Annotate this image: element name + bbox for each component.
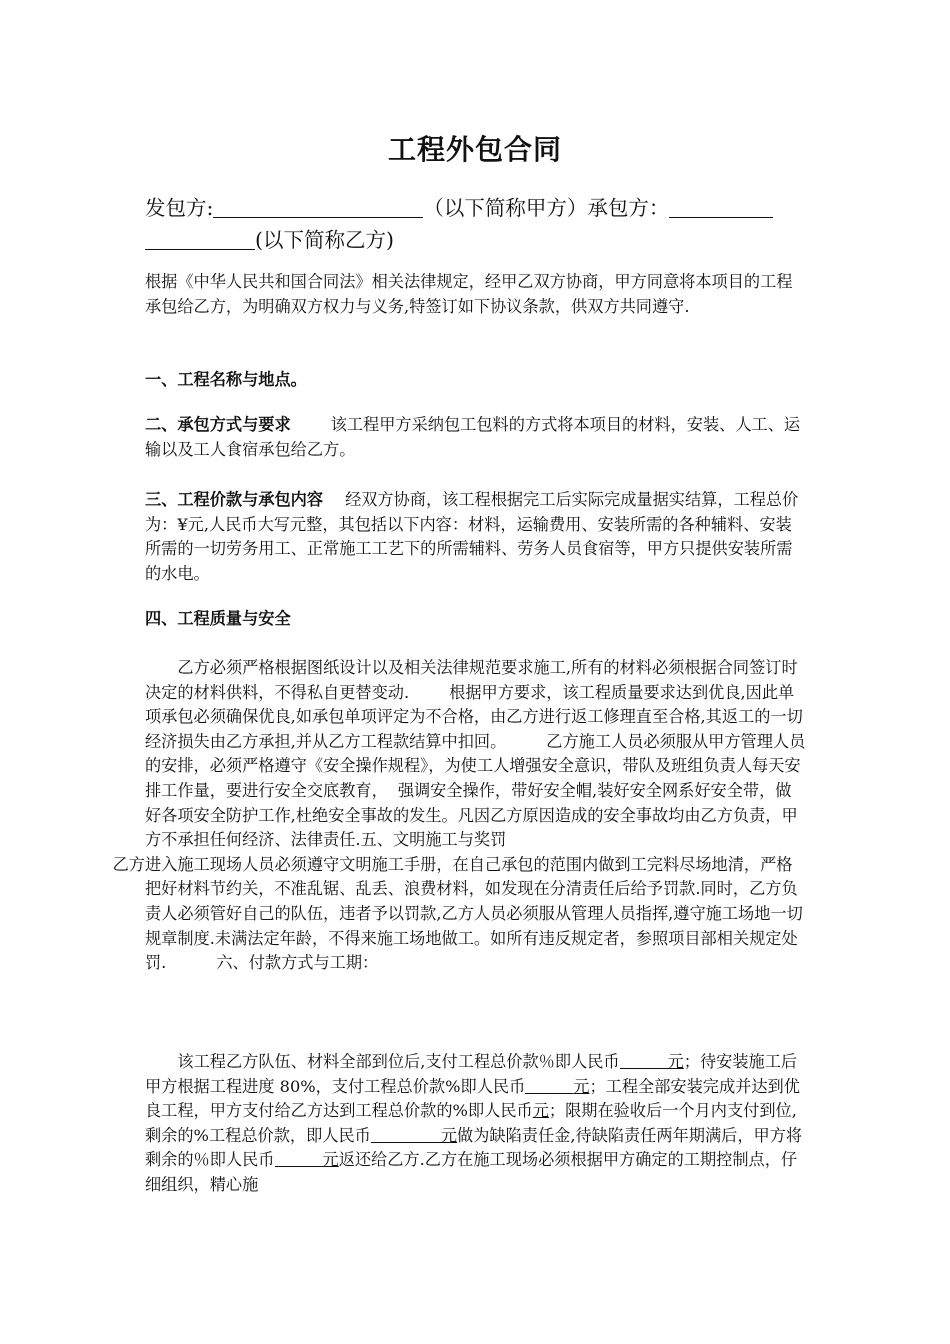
section-4-p4: 强调安全操作，带好安全帽,装好安全网系好安全带，做好各项安全防护工作,杜绝安全事故的发生。凡因乙方原因造成的安全事故均由乙方负责，甲方不承担任何经济、法律责任.五、文明施工与奖罚 xyxy=(145,780,798,850)
payment-text-2: ；待安装施工后甲方根据工程进度 80%，支付工程总价款%即人民币 xyxy=(145,1052,798,1096)
amount-blank-4[interactable] xyxy=(371,1126,441,1143)
party-b-blank[interactable] xyxy=(669,195,773,218)
document-title: 工程外包合同 xyxy=(387,133,562,166)
party-a-label: 发包方: xyxy=(145,196,214,220)
party-b-suffix: (以下简称乙方) xyxy=(255,228,394,252)
parties-line xyxy=(145,192,805,256)
yuan-2: 元 xyxy=(573,1076,590,1096)
section-2-text: 该工程甲方采纳包工包料的方式将本项目的材料，安装、人工、运输以及工人食宿承包给乙方。 xyxy=(145,415,801,459)
party-b-blank-cont[interactable] xyxy=(145,227,255,250)
section-4-p3: 乙方施工人员必须服从甲方管理人员的安排，必须严格遵守《安全操作规程》，为使工人增强安全意识，带队及班组负责人每天安排工作量，要进行安全交底教育， xyxy=(145,731,806,800)
payment-text-3: ；工程全部安装完成并达到优良工程，甲方支付给乙方达到工程总价款的%即人民币 xyxy=(145,1076,800,1121)
section-3-heading: 三、工程价款与承包内容 xyxy=(145,490,324,509)
yuan-1: 元 xyxy=(667,1052,684,1071)
section-1 xyxy=(145,368,807,393)
section-4-heading-block xyxy=(145,607,807,632)
section-3 xyxy=(145,488,807,586)
section-1-heading: 一、工程名称与地点。 xyxy=(145,370,307,389)
amount-blank-1[interactable] xyxy=(620,1052,668,1069)
section-4-body xyxy=(112,656,807,976)
intro-paragraph: 根据《中华人民共和国合同法》相关法律规定，经甲乙双方协商，甲方同意将本项目的工程承包给乙方，为明确双方权力与义务,特签订如下协议条款，供双方共同遵守. xyxy=(145,272,793,316)
section-3-text: 经双方协商，该工程根据完工后实际完成量据实结算，工程总价为：¥元,人民币大写元整，其包括以下内容：材料，运输费用、安装所需的各种辅料、安装所需的一切劳务用工、正常施工工艺下的所需辅料、劳务人员食宿等，甲方只提供安装所需的水电。 xyxy=(145,490,799,583)
section-6-body xyxy=(145,1050,807,1198)
section-5-text: 乙方进入施工现场人员必须遵守文明施工手册，在自己承包的范围内做到工完料尽场地清，严格把好材料节约关，不准乱锯、乱丢、浪费材料，如发现在分清责任后给予罚款.同时，乙方负责人必须管好自己的队伍，违者予以罚款,乙方人员必须服从管理人员指挥,遵守施工场地一切规章制度.未满法定年龄，不得来施工场地做工。如所有违反规定者，参照项目部相关规定处罚. xyxy=(112,854,803,973)
payment-text-5: 做为缺陷责任金,待缺陷责任两年期满后，甲方将剩余的％即人民币 xyxy=(145,1125,803,1170)
amount-blank-5[interactable] xyxy=(275,1150,323,1167)
party-a-blank[interactable] xyxy=(213,195,423,218)
payment-text-1: 该工程乙方队伍、材料全部到位后,支付工程总价款％即人民币 xyxy=(177,1052,620,1071)
section-4-p2: 根据甲方要求，该工程质量要求达到优良,因此单项承包必须确保优良,如承包单项评定为不合格，由乙方进行返工修理直至合格,其返工的一切经济损失由乙方承担,并从乙方工程款结算中扣回。 xyxy=(145,682,803,751)
yuan-4: 元 xyxy=(440,1125,458,1145)
yuan-5: 元 xyxy=(322,1150,339,1170)
section-2 xyxy=(145,413,807,462)
yuan-3: 元 xyxy=(532,1101,549,1121)
section-2-heading: 二、承包方式与要求 xyxy=(145,415,291,434)
section-4-heading: 四、工程质量与安全 xyxy=(145,609,291,628)
section-6-heading: 六、付款方式与工期： xyxy=(216,953,379,973)
payment-text-6: 返还给乙方.乙方在施工现场必须根据甲方确定的工期控制点，仔细组织，精心施 xyxy=(145,1150,798,1194)
section-4-p1: 乙方必须严格根据图纸设计以及相关法律规范要求施工,所有的材料必须根据合同签订时决定的材料供料，不得私自更替变动. xyxy=(145,658,798,702)
amount-blank-2[interactable] xyxy=(525,1077,573,1094)
payment-text-4: ；限期在验收后一个月内支付到位,剩余的%工程总价款，即人民币 xyxy=(145,1101,797,1145)
party-a-suffix: （以下简称甲方）承包方： xyxy=(423,196,670,220)
